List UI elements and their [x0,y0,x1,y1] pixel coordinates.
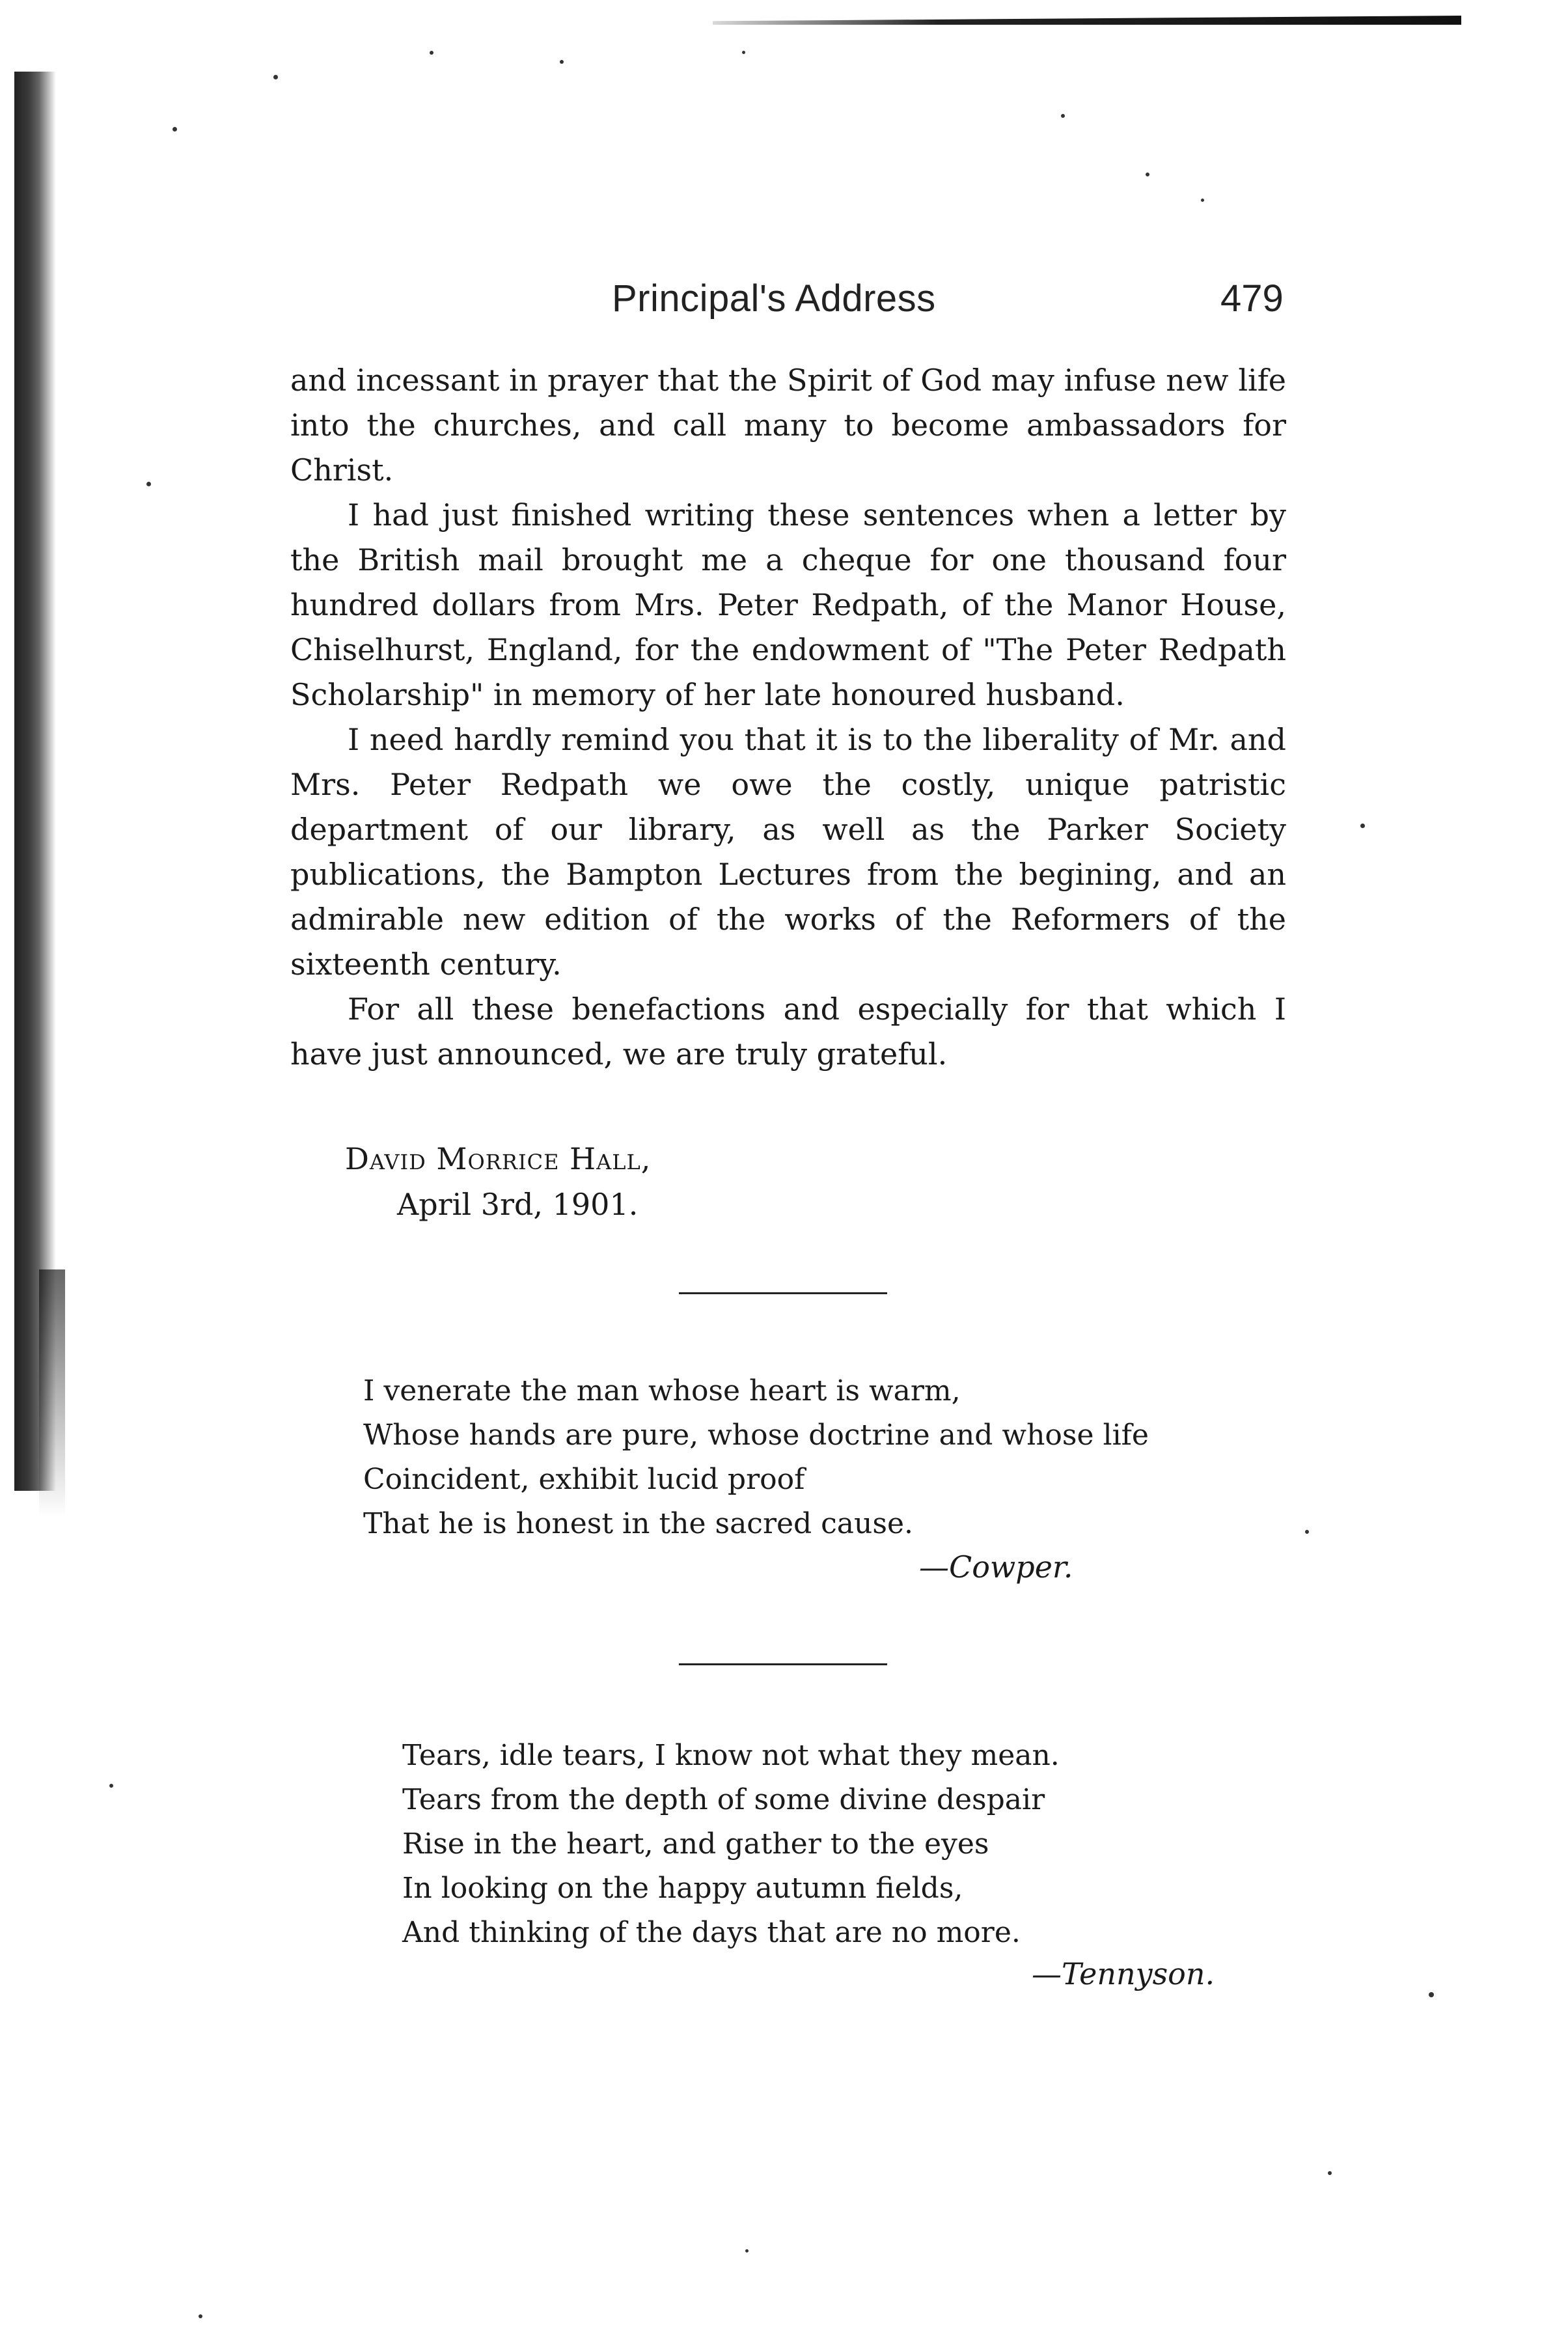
quote-attribution: —Tennyson. [1032,1956,1215,1991]
scan-speck [1201,199,1204,202]
scan-speck [172,127,177,132]
poem-line: Tears from the depth of some divine despair [402,1783,1045,1816]
scan-speck [1328,2171,1332,2175]
poem-line: Rise in the heart, and gather to the eyes [402,1827,989,1861]
scan-speck [109,1784,113,1788]
signature-block [345,1136,651,1227]
scan-speck [146,482,151,486]
scan-speck [1360,824,1365,828]
address-body [290,358,1286,1077]
page-number: 479 [1220,277,1284,320]
signature-date: April 3rd, 1901. [397,1187,639,1222]
scan-speck [560,60,564,64]
running-title: Principal's Address [612,277,936,320]
paragraph: For all these benefactions and especially for that which I have just announced, we are truly grateful. [290,991,1286,1072]
scan-speck [199,2314,202,2318]
scan-speck [1305,1530,1309,1534]
scan-speck [1429,1992,1434,1997]
poem-line: And thinking of the days that are no more. [402,1916,1021,1949]
top-printing-rule [713,16,1461,25]
section-divider [679,1292,887,1294]
poem-line: Whose hands are pure, whose doctrine and whose life [363,1419,1149,1452]
scan-speck [430,51,433,55]
binding-edge-shadow [39,1269,65,1517]
scan-speck [273,75,278,79]
section-divider [679,1663,887,1665]
scan-speck [1061,114,1065,118]
scan-speck [742,51,745,54]
tennyson-quote [402,1734,1060,1955]
signatory-name: David Morrice Hall, [345,1141,652,1176]
scan-speck [745,2249,749,2253]
scan-speck [1146,173,1149,176]
paragraph: and incessant in prayer that the Spirit of God may infuse new life into the churches, and call many to become ambassadors for Christ. [290,363,1286,488]
poem-line: That he is honest in the sacred cause. [363,1507,913,1540]
poem-line: I venerate the man whose heart is warm, [363,1374,961,1407]
poem-line: In looking on the happy autumn fields, [402,1872,963,1905]
paragraph: I had just finished writing these sentences when a letter by the British mail brought me a cheque for one thousand four hundred dollars from Mrs. Peter Redpath, of the Manor House, Chiselhurst, England, for the endowment of "The Peter Redpath Scholarship" in memory of her late honoured husband. [290,497,1286,712]
poem-line: Coincident, exhibit lucid proof [363,1463,805,1496]
paragraph: I need hardly remind you that it is to the liberality of Mr. and Mrs. Peter Redpath we owe the costly, unique patristic department of our library, as well as the Parker Society publications, the Bampton Lectures from the begining, and an admirable new edition of the works of the Reformers of the sixteenth century. [290,722,1286,982]
cowper-quote [363,1369,1149,1546]
quote-attribution: —Cowper. [919,1549,1073,1585]
poem-line: Tears, idle tears, I know not what they mean. [402,1739,1060,1772]
